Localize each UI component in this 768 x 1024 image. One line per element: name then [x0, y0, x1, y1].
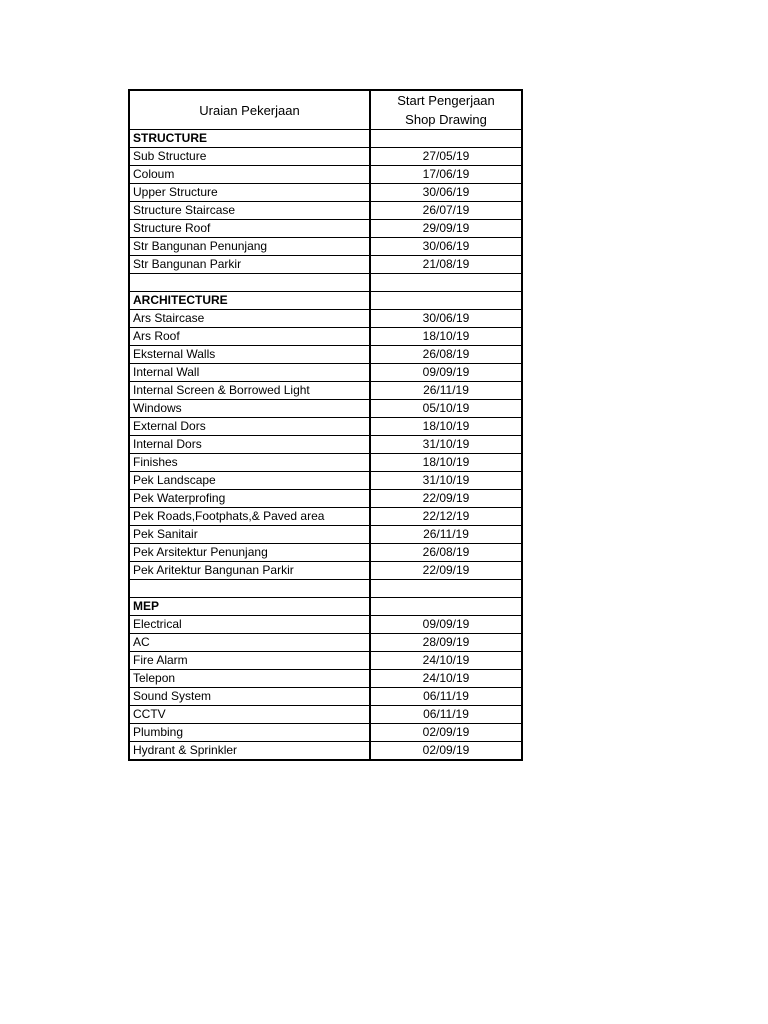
start-date-cell — [370, 598, 522, 616]
table-row — [129, 184, 522, 202]
table-row — [129, 724, 522, 742]
start-date-cell — [370, 274, 522, 292]
work-item-label: Eksternal Walls — [129, 346, 370, 364]
section-header-row — [129, 292, 522, 310]
start-date-cell: 29/09/19 — [370, 220, 522, 238]
start-date-cell: 18/10/19 — [370, 454, 522, 472]
table-row — [129, 706, 522, 724]
work-item-label — [129, 580, 370, 598]
work-item-label: Str Bangunan Penunjang — [129, 238, 370, 256]
start-date-cell: 18/10/19 — [370, 418, 522, 436]
table-row — [129, 454, 522, 472]
start-date-cell: 09/09/19 — [370, 616, 522, 634]
work-item-label — [129, 274, 370, 292]
section-label: STRUCTURE — [129, 130, 370, 148]
table-row — [129, 490, 522, 508]
table-row — [129, 436, 522, 454]
start-date-cell: 18/10/19 — [370, 328, 522, 346]
table-row — [129, 508, 522, 526]
section-label: MEP — [129, 598, 370, 616]
work-item-label: CCTV — [129, 706, 370, 724]
header-uraian-pekerjaan: Uraian Pekerjaan — [129, 90, 370, 130]
work-item-label: Fire Alarm — [129, 652, 370, 670]
table-row — [129, 382, 522, 400]
work-item-label: Pek Waterprofing — [129, 490, 370, 508]
start-date-cell: 06/11/19 — [370, 688, 522, 706]
schedule-table — [128, 89, 523, 761]
table-row — [129, 220, 522, 238]
blank-row — [129, 580, 522, 598]
start-date-cell — [370, 292, 522, 310]
start-date-cell: 17/06/19 — [370, 166, 522, 184]
header-start-line2: Shop Drawing — [405, 112, 487, 127]
start-date-cell: 21/08/19 — [370, 256, 522, 274]
table-row — [129, 616, 522, 634]
header-row — [129, 90, 522, 130]
start-date-cell: 26/11/19 — [370, 526, 522, 544]
work-item-label: Sub Structure — [129, 148, 370, 166]
header-start-shop-drawing — [370, 90, 522, 130]
work-item-label: AC — [129, 634, 370, 652]
work-item-label: Pek Aritektur Bangunan Parkir — [129, 562, 370, 580]
start-date-cell: 02/09/19 — [370, 742, 522, 761]
work-item-label: Internal Wall — [129, 364, 370, 382]
table-row — [129, 418, 522, 436]
start-date-cell: 06/11/19 — [370, 706, 522, 724]
table-row — [129, 166, 522, 184]
table-row — [129, 670, 522, 688]
work-item-label: Pek Roads,Footphats,& Paved area — [129, 508, 370, 526]
start-date-cell: 22/09/19 — [370, 490, 522, 508]
work-item-label: Electrical — [129, 616, 370, 634]
table-row — [129, 472, 522, 490]
start-date-cell: 26/11/19 — [370, 382, 522, 400]
work-item-label: Plumbing — [129, 724, 370, 742]
table-row — [129, 148, 522, 166]
work-item-label: Windows — [129, 400, 370, 418]
table-row — [129, 364, 522, 382]
section-label: ARCHITECTURE — [129, 292, 370, 310]
table-row — [129, 346, 522, 364]
table-row — [129, 202, 522, 220]
table-row — [129, 328, 522, 346]
start-date-cell — [370, 580, 522, 598]
start-date-cell: 31/10/19 — [370, 472, 522, 490]
work-item-label: Structure Staircase — [129, 202, 370, 220]
work-item-label: Pek Landscape — [129, 472, 370, 490]
start-date-cell: 26/07/19 — [370, 202, 522, 220]
work-item-label: Finishes — [129, 454, 370, 472]
section-header-row — [129, 130, 522, 148]
work-item-label: Pek Arsitektur Penunjang — [129, 544, 370, 562]
work-item-label: Structure Roof — [129, 220, 370, 238]
start-date-cell: 30/06/19 — [370, 238, 522, 256]
start-date-cell: 05/10/19 — [370, 400, 522, 418]
work-item-label: Internal Screen & Borrowed Light — [129, 382, 370, 400]
start-date-cell — [370, 130, 522, 148]
start-date-cell: 24/10/19 — [370, 652, 522, 670]
table-row — [129, 544, 522, 562]
start-date-cell: 09/09/19 — [370, 364, 522, 382]
start-date-cell: 02/09/19 — [370, 724, 522, 742]
table-row — [129, 634, 522, 652]
start-date-cell: 22/09/19 — [370, 562, 522, 580]
blank-row — [129, 274, 522, 292]
start-date-cell: 28/09/19 — [370, 634, 522, 652]
start-date-cell: 30/06/19 — [370, 184, 522, 202]
table-row — [129, 562, 522, 580]
table-row — [129, 742, 522, 761]
section-header-row — [129, 598, 522, 616]
start-date-cell: 31/10/19 — [370, 436, 522, 454]
table-row — [129, 238, 522, 256]
work-item-label: Internal Dors — [129, 436, 370, 454]
start-date-cell: 30/06/19 — [370, 310, 522, 328]
work-item-label: Sound System — [129, 688, 370, 706]
start-date-cell: 27/05/19 — [370, 148, 522, 166]
table-row — [129, 310, 522, 328]
start-date-cell: 26/08/19 — [370, 346, 522, 364]
start-date-cell: 26/08/19 — [370, 544, 522, 562]
work-item-label: External Dors — [129, 418, 370, 436]
work-item-label: Upper Structure — [129, 184, 370, 202]
table-body — [129, 130, 522, 761]
work-item-label: Telepon — [129, 670, 370, 688]
work-item-label: Str Bangunan Parkir — [129, 256, 370, 274]
work-item-label: Hydrant & Sprinkler — [129, 742, 370, 761]
start-date-cell: 24/10/19 — [370, 670, 522, 688]
work-item-label: Pek Sanitair — [129, 526, 370, 544]
table-row — [129, 688, 522, 706]
header-start-line1: Start Pengerjaan — [397, 93, 495, 108]
table-row — [129, 400, 522, 418]
work-item-label: Coloum — [129, 166, 370, 184]
table-row — [129, 256, 522, 274]
table-row — [129, 526, 522, 544]
table-row — [129, 652, 522, 670]
work-item-label: Ars Staircase — [129, 310, 370, 328]
start-date-cell: 22/12/19 — [370, 508, 522, 526]
work-item-label: Ars Roof — [129, 328, 370, 346]
